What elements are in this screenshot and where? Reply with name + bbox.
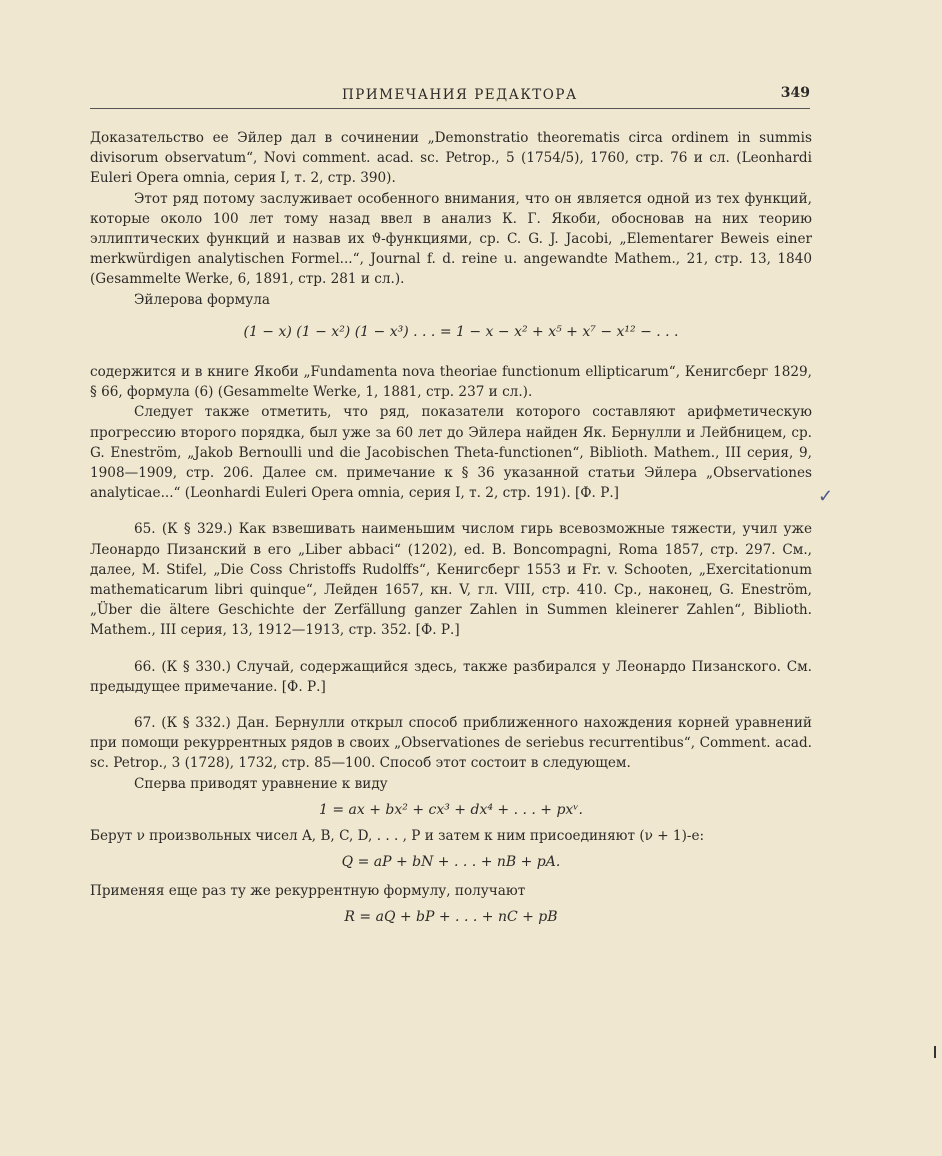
paragraph-3: Эйлерова формула [134, 291, 270, 308]
edge-mark [934, 1046, 936, 1058]
formula-euler: (1 − x) (1 − x²) (1 − x³) . . . = 1 − x − x² + x⁵ + x⁷ − x¹² − . . . [243, 323, 679, 340]
formula-q: Q = aP + bN + . . . + nB + pA. [341, 854, 561, 871]
paragraph-10: Берут ν произвольных чисел A, B, C, D, . . . , P и затем к ним присоединяют (ν + 1)-е: [90, 828, 705, 845]
paragraph-5: Следует также отметить, что ряд, показатели которого составляют арифметическую прогрессию второго порядка, был уже за 60 лет до Эйлера найден Як. Бернулли и Лейбницем, ср. G. Eneström, „Jakob Bernoulli und die Jacobischen Theta-functionen“, Biblioth. Mathem., III серия, 9, 1908—1909, стр. 206. Далее см. примечание к § 36 указанной статьи Эйлера „Observationes analyticae...“ (Leonhardi Euleri Opera omnia, серия I, т. 2, стр. 191). [Ф. Р.] [90, 404, 812, 502]
running-header [90, 85, 810, 111]
paragraph-11: Применяя еще раз ту же рекуррентную формулу, получают [90, 882, 526, 899]
margin-check-mark: ✓ [818, 486, 834, 507]
note-66: 66. (К § 330.) Случай, содержащийся здесь, также разбирался у Леонардо Пизанского. См. предыдущее примечание. [Ф. Р.] [90, 658, 812, 695]
body-text [90, 128, 812, 933]
paragraph-2: Этот ряд потому заслуживает особенного внимания, что он является одной из тех функций, которые около 100 лет тому назад ввел в анализ К. Г. Якоби, обосновав на них теорию эллиптических функций и назвав их ϑ-функциями, ср. C. G. J. Jacobi, „Elementarer Beweis einer merkwürdigen analytischen Formel...“, Journal f. d. reine u. angewandte Mathem., 21, стр. 13, 1840 (Gesammelte Werke, 6, 1891, стр. 281 и сл.). [90, 190, 812, 288]
note-67: 67. (К § 332.) Дан. Бернулли открыл способ приближенного нахождения корней уравнений при помощи рекуррентных рядов в своих „Observationes de seriebus recurrentibus“, Comment. acad. sc. Petrop., 3 (1728), 1732, стр. 85—100. Способ этот состоит в следующем. [90, 715, 812, 772]
paragraph-1: Доказательство ее Эйлер дал в сочинении „Demonstratio theorematis circa ordinem in summis divisorum observatum“, Novi comment. acad. sc. Petrop., 5 (1754/5), 1760, стр. 76 и сл. (Leonhardi Euleri Opera omnia, серия I, т. 2, стр. 390). [90, 130, 812, 187]
note-65: 65. (К § 329.) Как взвешивать наименьшим числом гирь всевозможные тяжести, учил уже Леонардо Пизанский в его „Liber abbaci“ (1202), ed. B. Boncompagni, Roma 1857, стр. 297. См., далее, M. Stifel, „Die Coss Christoffs Rudolffs“, Кенигсберг 1553 и Fr. v. Schooten, „Exercitationum mathematicarum libri quinque“, Лейден 1657, кн. V, гл. VIII, стр. 410. Ср., наконец, G. Eneström, „Über die ältere Geschichte der Zerfällung ganzer Zahlen in Summen kleinerer Zahlen“, Biblioth. Mathem., III серия, 13, 1912—1913, стр. 352. [Ф. Р.] [90, 521, 812, 639]
header-rule [90, 108, 810, 109]
header-title: ПРИМЕЧАНИЯ РЕДАКТОРА [342, 87, 578, 103]
page-number: 349 [780, 85, 810, 101]
formula-equation: 1 = ax + bx² + cx³ + dx⁴ + . . . + pxᵛ. [319, 801, 583, 818]
paragraph-9: Сперва приводят уравнение к виду [134, 775, 388, 792]
formula-r: R = aQ + bP + . . . + nC + pB [344, 908, 558, 925]
paragraph-4: содержится и в книге Якоби „Fundamenta nova theoriae functionum ellipticarum“, Кенигсберг 1829, § 66, формула (6) (Gesammelte Werke, 1, 1881, стр. 237 и сл.). [90, 364, 812, 401]
